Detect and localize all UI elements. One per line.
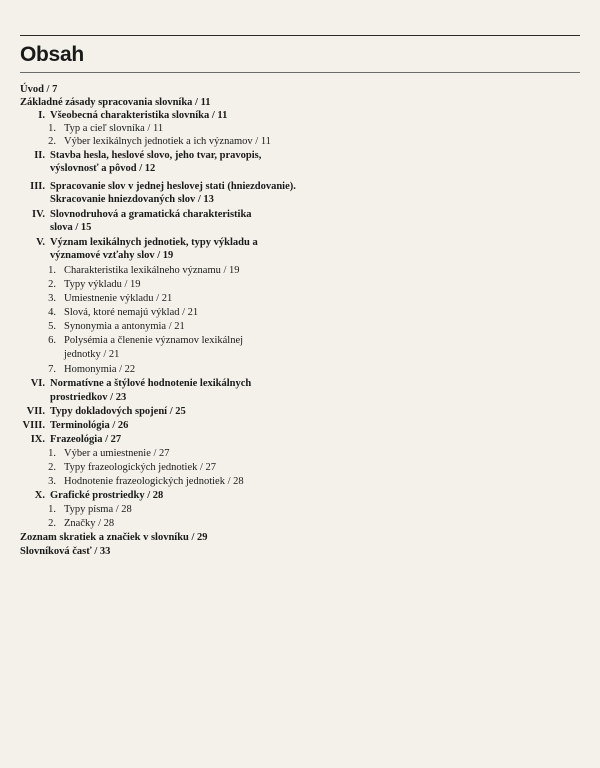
toc-text: Všeobecná charakteristika slovníka / 11: [50, 110, 228, 121]
toc-text: Charakteristika lexikálneho významu / 19: [64, 265, 240, 276]
toc-text: Typy frazeologických jednotiek / 27: [64, 462, 217, 473]
toc-number: I.: [38, 110, 45, 121]
toc-text: Normatívne a štýlové hodnotenie lexikálnych: [50, 378, 252, 389]
toc-text: Hodnotenie frazeologických jednotiek / 28: [64, 476, 244, 487]
toc-text: Význam lexikálnych jednotiek, typy výkladu a: [50, 237, 258, 248]
toc-text-continued: slova / 15: [50, 222, 92, 233]
toc-text-continued: výslovnosť a pôvod / 12: [50, 163, 156, 174]
toc-text: Frazeológia / 27: [50, 434, 122, 445]
page-title: Obsah: [20, 43, 84, 66]
toc-entry-zoznam: Zoznam skratiek a značiek v slovníku / 29: [20, 532, 208, 543]
toc-number: 2.: [48, 462, 56, 473]
toc-text: Výber a umiestnenie / 27: [64, 448, 170, 459]
toc-number: IX.: [30, 434, 45, 445]
toc-number: 4.: [48, 307, 56, 318]
toc-text: Slová, ktoré nemajú výklad / 21: [64, 307, 199, 318]
toc-text: Stavba hesla, heslové slovo, jeho tvar, pravopis,: [50, 150, 262, 161]
toc-text: Homonymia / 22: [64, 364, 136, 375]
toc-number: 2.: [48, 136, 56, 147]
toc-number: 5.: [48, 321, 56, 332]
toc-entry-slovnikova: Slovníková časť / 33: [20, 546, 111, 557]
toc-text: Typy písma / 28: [64, 504, 132, 515]
toc-text: Polysémia a členenie významov lexikálnej: [64, 335, 244, 346]
toc-number: 1.: [48, 123, 56, 134]
toc-number: VI.: [30, 378, 45, 389]
toc-number: II.: [34, 150, 45, 161]
title-rule: [20, 72, 580, 73]
toc-number: 6.: [48, 335, 56, 346]
top-rule: [20, 35, 580, 36]
toc-text: Výber lexikálnych jednotiek a ich významov / 11: [64, 136, 271, 147]
toc-text: Typ a cieľ slovníka / 11: [64, 123, 164, 134]
toc-text: Slovnodruhová a gramatická charakteristika: [50, 209, 252, 220]
toc-entry-uvod: Úvod / 7: [20, 84, 58, 95]
toc-text-continued: prostriedkov / 23: [50, 392, 127, 403]
toc-number: 2.: [48, 518, 56, 529]
toc-text: Typy výkladu / 19: [64, 279, 141, 290]
toc-number: VIII.: [22, 420, 45, 431]
toc-number: 3.: [48, 293, 56, 304]
toc-number: 1.: [48, 265, 56, 276]
toc-entry-zasady: Základné zásady spracovania slovníka / 11: [20, 97, 211, 108]
toc-number: X.: [34, 490, 45, 501]
toc-text: Grafické prostriedky / 28: [50, 490, 164, 501]
toc-text-continued: Skracovanie hniezdovaných slov / 13: [50, 194, 214, 205]
toc-text-continued: jednotky / 21: [64, 349, 120, 360]
toc-number: VII.: [26, 406, 45, 417]
toc-number: 7.: [48, 364, 56, 375]
toc-number: 3.: [48, 476, 56, 487]
toc-number: 2.: [48, 279, 56, 290]
toc-text: Značky / 28: [64, 518, 115, 529]
toc-number: III.: [30, 181, 45, 192]
toc-number: V.: [36, 237, 45, 248]
toc-text: Typy dokladových spojení / 25: [50, 406, 186, 417]
toc-text: Terminológia / 26: [50, 420, 129, 431]
toc-number: 1.: [48, 448, 56, 459]
toc-text: Synonymia a antonymia / 21: [64, 321, 185, 332]
toc-text: Spracovanie slov v jednej heslovej stati (hniezdovanie).: [50, 181, 296, 192]
toc-text-continued: významové vzťahy slov / 19: [50, 250, 174, 261]
toc-number: 1.: [48, 504, 56, 515]
toc-text: Umiestnenie výkladu / 21: [64, 293, 173, 304]
toc-number: IV.: [32, 209, 45, 220]
